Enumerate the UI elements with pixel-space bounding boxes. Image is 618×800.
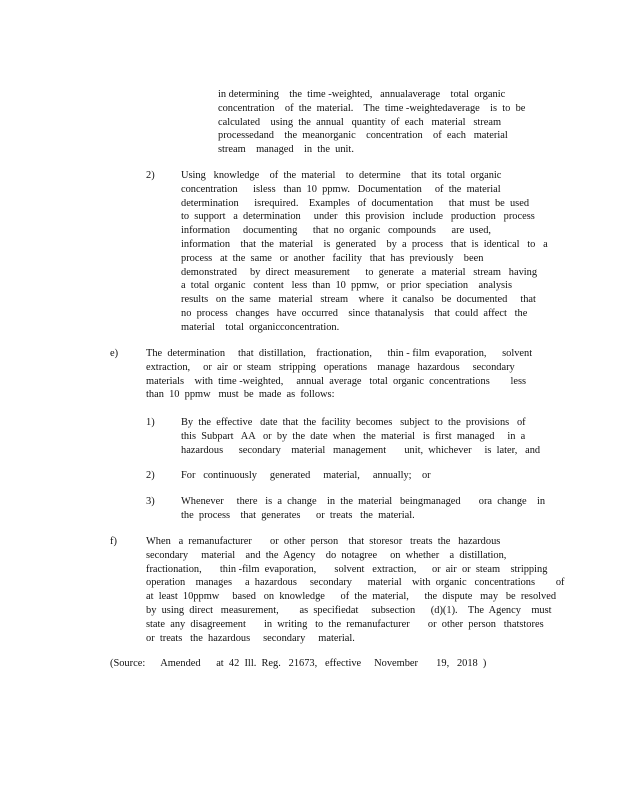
- section-e-paragraph: [146, 347, 532, 402]
- text-line: extraction, or air or steam stripping operations manage hazardous secondary: [146, 361, 515, 373]
- text-line: For continuously generated material, annually; or: [181, 470, 431, 481]
- text-line: state any disagreement in writing to the remanufacturer or other person thatstores: [146, 618, 544, 630]
- item-e2-paragraph: [181, 469, 431, 483]
- item-marker: 2): [146, 470, 155, 481]
- text-line: secondary material and the Agency do notagree on whether a distillation,: [146, 549, 507, 561]
- text-line: by using direct measurement, as specifiedat subsection (d)(1). The Agency must: [146, 604, 552, 616]
- text-line: processedand the meanorganic concentration of each material: [218, 130, 508, 142]
- text-line: no process changes have occurred since thatanalysis that could affect the: [181, 307, 528, 319]
- text-line: or treats the hazardous secondary material.: [146, 632, 355, 644]
- item-marker: 2): [146, 170, 155, 181]
- text-line: information documenting that no organic compounds are used,: [181, 225, 492, 237]
- text-line: operation manages a hazardous secondary material with organic concentrations of: [146, 577, 565, 589]
- text-line: (Source: Amended at 42 Ill. Reg. 21673, effective November 19, 2018 ): [110, 658, 487, 669]
- text-line: results on the same material stream where it canalso be documented that: [181, 294, 536, 306]
- text-line: By the effective date that the facility becomes subject to the provisions of: [181, 417, 526, 428]
- source-note: [110, 657, 486, 671]
- text-line: the process that generates or treats the material.: [181, 509, 415, 521]
- section-marker: f): [110, 536, 117, 547]
- section-marker: e): [110, 348, 119, 359]
- text-line: hazardous secondary material management unit, whichever is later, and: [181, 444, 541, 456]
- item-d2-paragraph: [181, 169, 548, 335]
- item-e3-paragraph: [181, 495, 545, 523]
- text-line: Whenever there is a change in the material beingmanaged ora change in: [181, 496, 546, 507]
- text-line: determination isrequired. Examples of documentation that must be used: [181, 197, 530, 209]
- text-line: to support a determination under this provision include production process: [181, 211, 535, 223]
- item-marker: 1): [146, 417, 155, 428]
- text-line: information that the material is generated by a process that is identical to a: [181, 238, 548, 250]
- text-line: in determining the time -weighted, annualaverage total organic: [218, 89, 506, 100]
- text-line: concentration isless than 10 ppmw. Documentation of the material: [181, 183, 501, 195]
- text-line: stream managed in the unit.: [218, 144, 354, 156]
- item-marker: 3): [146, 496, 155, 507]
- text-line: at least 10ppmw based on knowledge of the material, the dispute may be resolved: [146, 591, 557, 603]
- section-f-paragraph: [146, 535, 564, 645]
- text-line: material total organicconcentration.: [181, 321, 340, 333]
- text-line: demonstrated by direct measurement to generate a material stream having: [181, 266, 538, 278]
- text-line: materials with time -weighted, annual average total organic concentrations less: [146, 375, 527, 387]
- item-e1-paragraph: [181, 416, 540, 457]
- text-line: calculated using the annual quantity of each material stream: [218, 116, 502, 128]
- text-line: The determination that distillation, fractionation, thin - film evaporation, solvent: [146, 348, 533, 359]
- text-line: When a remanufacturer or other person that storesor treats the hazardous: [146, 536, 501, 547]
- continuation-paragraph: [218, 88, 525, 157]
- text-line: a total organic content less than 10 ppmw, or prior speciation analysis: [181, 280, 512, 292]
- text-line: this Subpart AA or by the date when the material is first managed in a: [181, 430, 526, 442]
- text-line: fractionation, thin -film evaporation, solvent extraction, or air or steam stripping: [146, 563, 548, 575]
- text-line: concentration of the material. The time -weightedaverage is to be: [218, 102, 526, 114]
- text-line: Using knowledge of the material to determine that its total organic: [181, 170, 502, 181]
- text-line: than 10 ppmw must be made as follows:: [146, 389, 335, 401]
- text-line: process at the same or another facility that has previously been: [181, 252, 484, 264]
